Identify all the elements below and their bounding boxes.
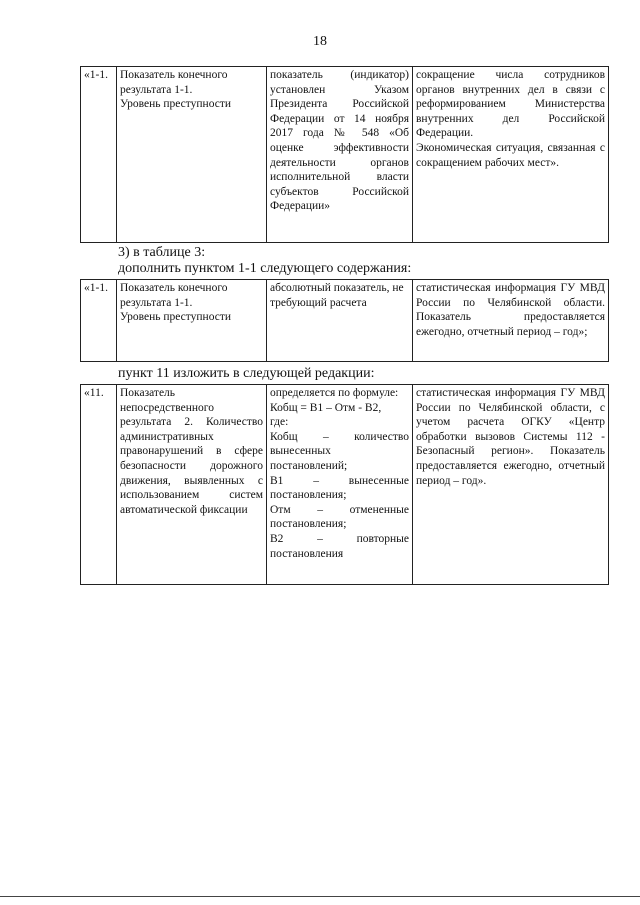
calculation-method-cell: абсолютный показатель, не требующий расчета [267, 280, 413, 362]
formula-line: Отм – отмененные постановления; [270, 503, 409, 531]
formula-line: Кобщ – количество вынесенных постановлений; [270, 430, 409, 472]
indicator-name-cell: Показатель непосредственного результата 2. Количество административных правонарушений в сфере безопасности дорожного движения, выявленных с использованием систем автоматической фиксации [117, 385, 267, 585]
table-row [81, 280, 609, 362]
indicator-name-cell [117, 67, 267, 243]
indicator-name-cell [117, 280, 267, 362]
indicator-name-line: Уровень преступности [120, 311, 232, 324]
table-row [81, 67, 609, 243]
page-bottom-rule [0, 896, 640, 897]
indicator-name-line: Показатель конечного [120, 69, 228, 81]
data-source-paragraph: сокращение числа сотрудников органов внутренних дел в связи с реформированием Министерства внутренних дел Российской Федерации. [416, 69, 605, 140]
calculation-method-cell [267, 385, 413, 585]
data-source-cell: статистическая информация ГУ МВД России по Челябинской области, с учетом расчета ОГКУ «Центр обработки вызовов Системы 112 - Безопасный регион». Показатель предоставляется ежегодно, отчетный период – год». [413, 385, 609, 585]
data-source-cell [413, 67, 609, 243]
instruction-line: дополнить пунктом 1-1 следующего содержания: [118, 261, 412, 276]
indicator-name-line: результата 1-1. [120, 296, 193, 309]
table-3 [80, 384, 609, 585]
page-number: 18 [313, 34, 327, 49]
formula-line: В1 – вынесенные постановления; [270, 474, 409, 502]
row-number-cell: «1-1. [81, 67, 117, 243]
indicator-name-line: Показатель конечного [120, 282, 228, 294]
calculation-method-cell: показатель (индикатор) установлен Указом Президента Российской Федерации от 14 ноября 2017 года № 548 «Об оценке эффективности деятельности органов исполнительной власти субъектов Российской Федерации» [267, 67, 413, 243]
table-2 [80, 279, 609, 362]
indicator-name-line: результата 1-1. [120, 83, 193, 96]
table-1 [80, 66, 609, 243]
row-number-cell: «11. [81, 385, 117, 585]
table-row [81, 385, 609, 585]
data-source-paragraph: Экономическая ситуация, связанная с сокращением рабочих мест». [416, 141, 605, 169]
formula-line: В2 – повторные постановления [270, 532, 409, 560]
formula-line: Кобщ = В1 – Отм - В2, [270, 401, 382, 414]
indicator-name-line: Уровень преступности [120, 98, 232, 111]
row-number-cell: «1-1. [81, 280, 117, 362]
formula-line: определяется по формуле: [270, 387, 399, 399]
formula-line: где: [270, 416, 289, 429]
instruction-line: пункт 11 изложить в следующей редакции: [118, 366, 375, 381]
instruction-line: 3) в таблице 3: [118, 245, 206, 260]
data-source-cell: статистическая информация ГУ МВД России по Челябинской области. Показатель предоставляется ежегодно, отчетный период – год»; [413, 280, 609, 362]
